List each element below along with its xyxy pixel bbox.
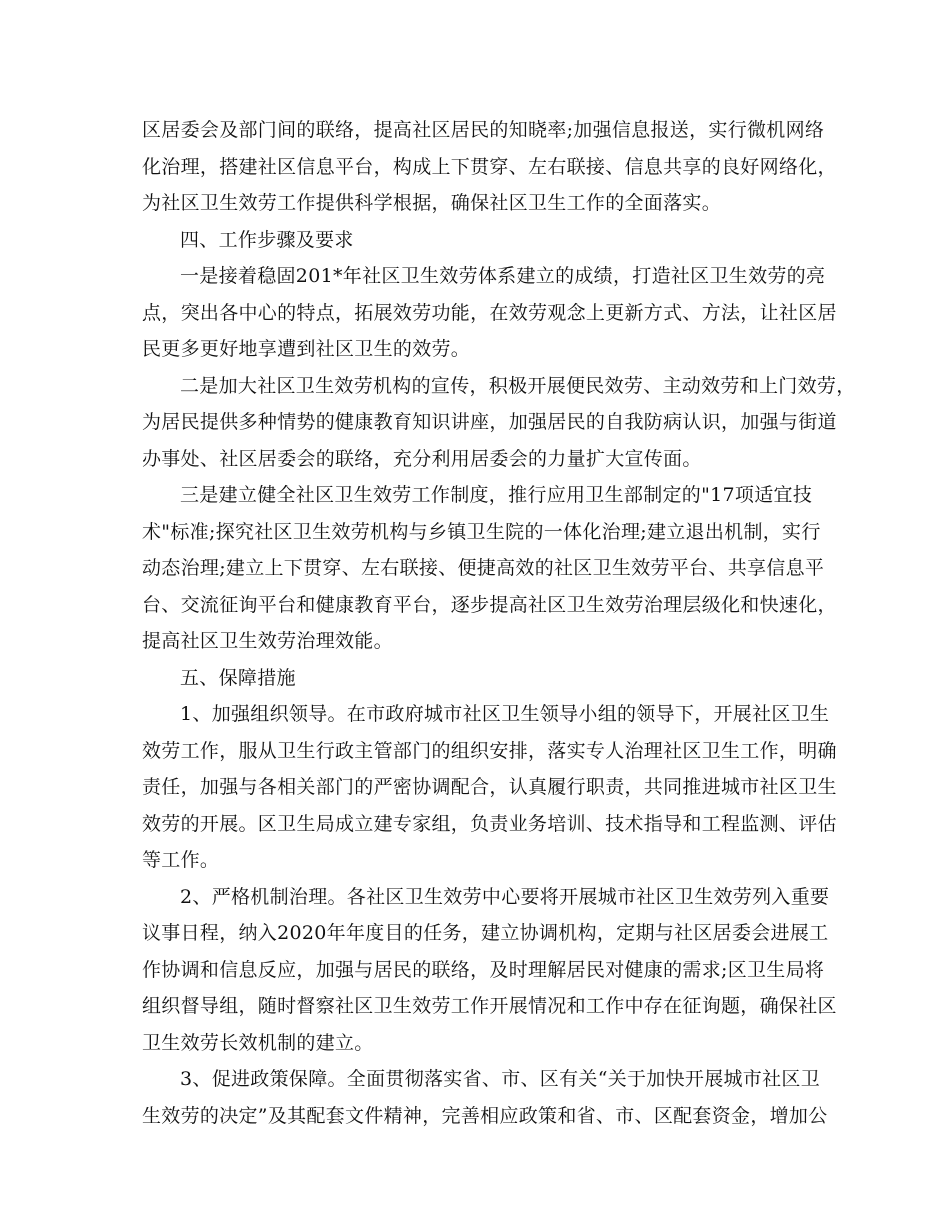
text-line: 组织督导组，随时督察社区卫生效劳工作开展情况和工作中存在征询题，确保社区	[142, 995, 837, 1017]
text-line: 2、严格机制治理。各社区卫生效劳中心要将开展城市社区卫生效劳列入重要	[180, 885, 830, 908]
text-line: 为居民提供多种情势的健康教育知识讲座，加强居民的自我防病认识，加强与街道	[142, 411, 837, 433]
text-line: 卫生效劳长效机制的建立。	[142, 1031, 374, 1054]
text-line: 办事处、社区居委会的联络，充分利用居委会的力量扩大宣传面。	[142, 447, 702, 470]
text-line: 四、工作步骤及要求	[180, 228, 354, 251]
document-body	[142, 112, 856, 1134]
text-line: 五、保障措施	[180, 666, 296, 689]
text-line: 等工作。	[142, 849, 220, 871]
text-line: 生效劳的决定”及其配套文件精神，完善相应政策和省、市、区配套资金，增加公	[142, 1104, 828, 1127]
text-line: 术"标准;探究社区卫生效劳机构与乡镇卫生院的一体化治理;建立退出机制，实行	[142, 520, 821, 543]
text-line: 3、促进政策保障。全面贯彻落实省、市、区有关“关于加快开展城市社区卫	[180, 1068, 821, 1090]
text-line: 点，突出各中心的特点，拓展效劳功能，在效劳观念上更新方式、方法，让社区居	[142, 301, 837, 324]
text-line: 区居委会及部门间的联络，提高社区居民的知晓率;加强信息报送，实行微机网络	[142, 119, 825, 141]
text-line: 作协调和信息反应，加强与居民的联络，及时理解居民对健康的需求;区卫生局将	[142, 958, 825, 981]
text-line: 一是接着稳固201*年社区卫生效劳体系建立的成绩，打造社区卫生效劳的亮	[180, 265, 826, 287]
text-line: 动态治理;建立上下贯穿、左右联接、便捷高效的社区卫生效劳平台、共享信息平	[142, 557, 825, 579]
text-line: 效劳的开展。区卫生局成立建专家组，负责业务培训、技术指导和工程监测、评估	[142, 812, 837, 835]
text-line: 民更多更好地享遭到社区卫生的效劳。	[142, 338, 471, 360]
text-line: 三是建立健全社区卫生效劳工作制度，推行应用卫生部制定的"17项适宜技	[180, 484, 813, 506]
text-line: 责任，加强与各相关部门的严密协调配合，认真履行职责，共同推进城市社区卫生	[142, 776, 837, 798]
text-line: 议事日程，纳入2020年年度目的任务，建立协调机构，定期与社区居委会进展工	[142, 922, 829, 944]
text-line: 化治理，搭建社区信息平台，构成上下贯穿、左右联接、信息共享的良好网络化，	[142, 155, 837, 178]
text-line: 效劳工作，服从卫生行政主管部门的组织安排，落实专人治理社区卫生工作，明确	[142, 739, 837, 762]
text-line: 二是加大社区卫生效劳机构的宣传，积极开展便民效劳、主动效劳和上门效劳，	[180, 374, 856, 397]
text-line: 台、交流征询平台和健康教育平台，逐步提高社区卫生效劳治理层级化和快速化，	[142, 593, 837, 616]
text-line: 为社区卫生效劳工作提供科学根据，确保社区卫生工作的全面落实。	[142, 192, 722, 214]
text-line: 提高社区卫生效劳治理效能。	[142, 630, 393, 652]
text-line: 1、加强组织领导。在市政府城市社区卫生领导小组的领导下，开展社区卫生	[180, 703, 830, 725]
